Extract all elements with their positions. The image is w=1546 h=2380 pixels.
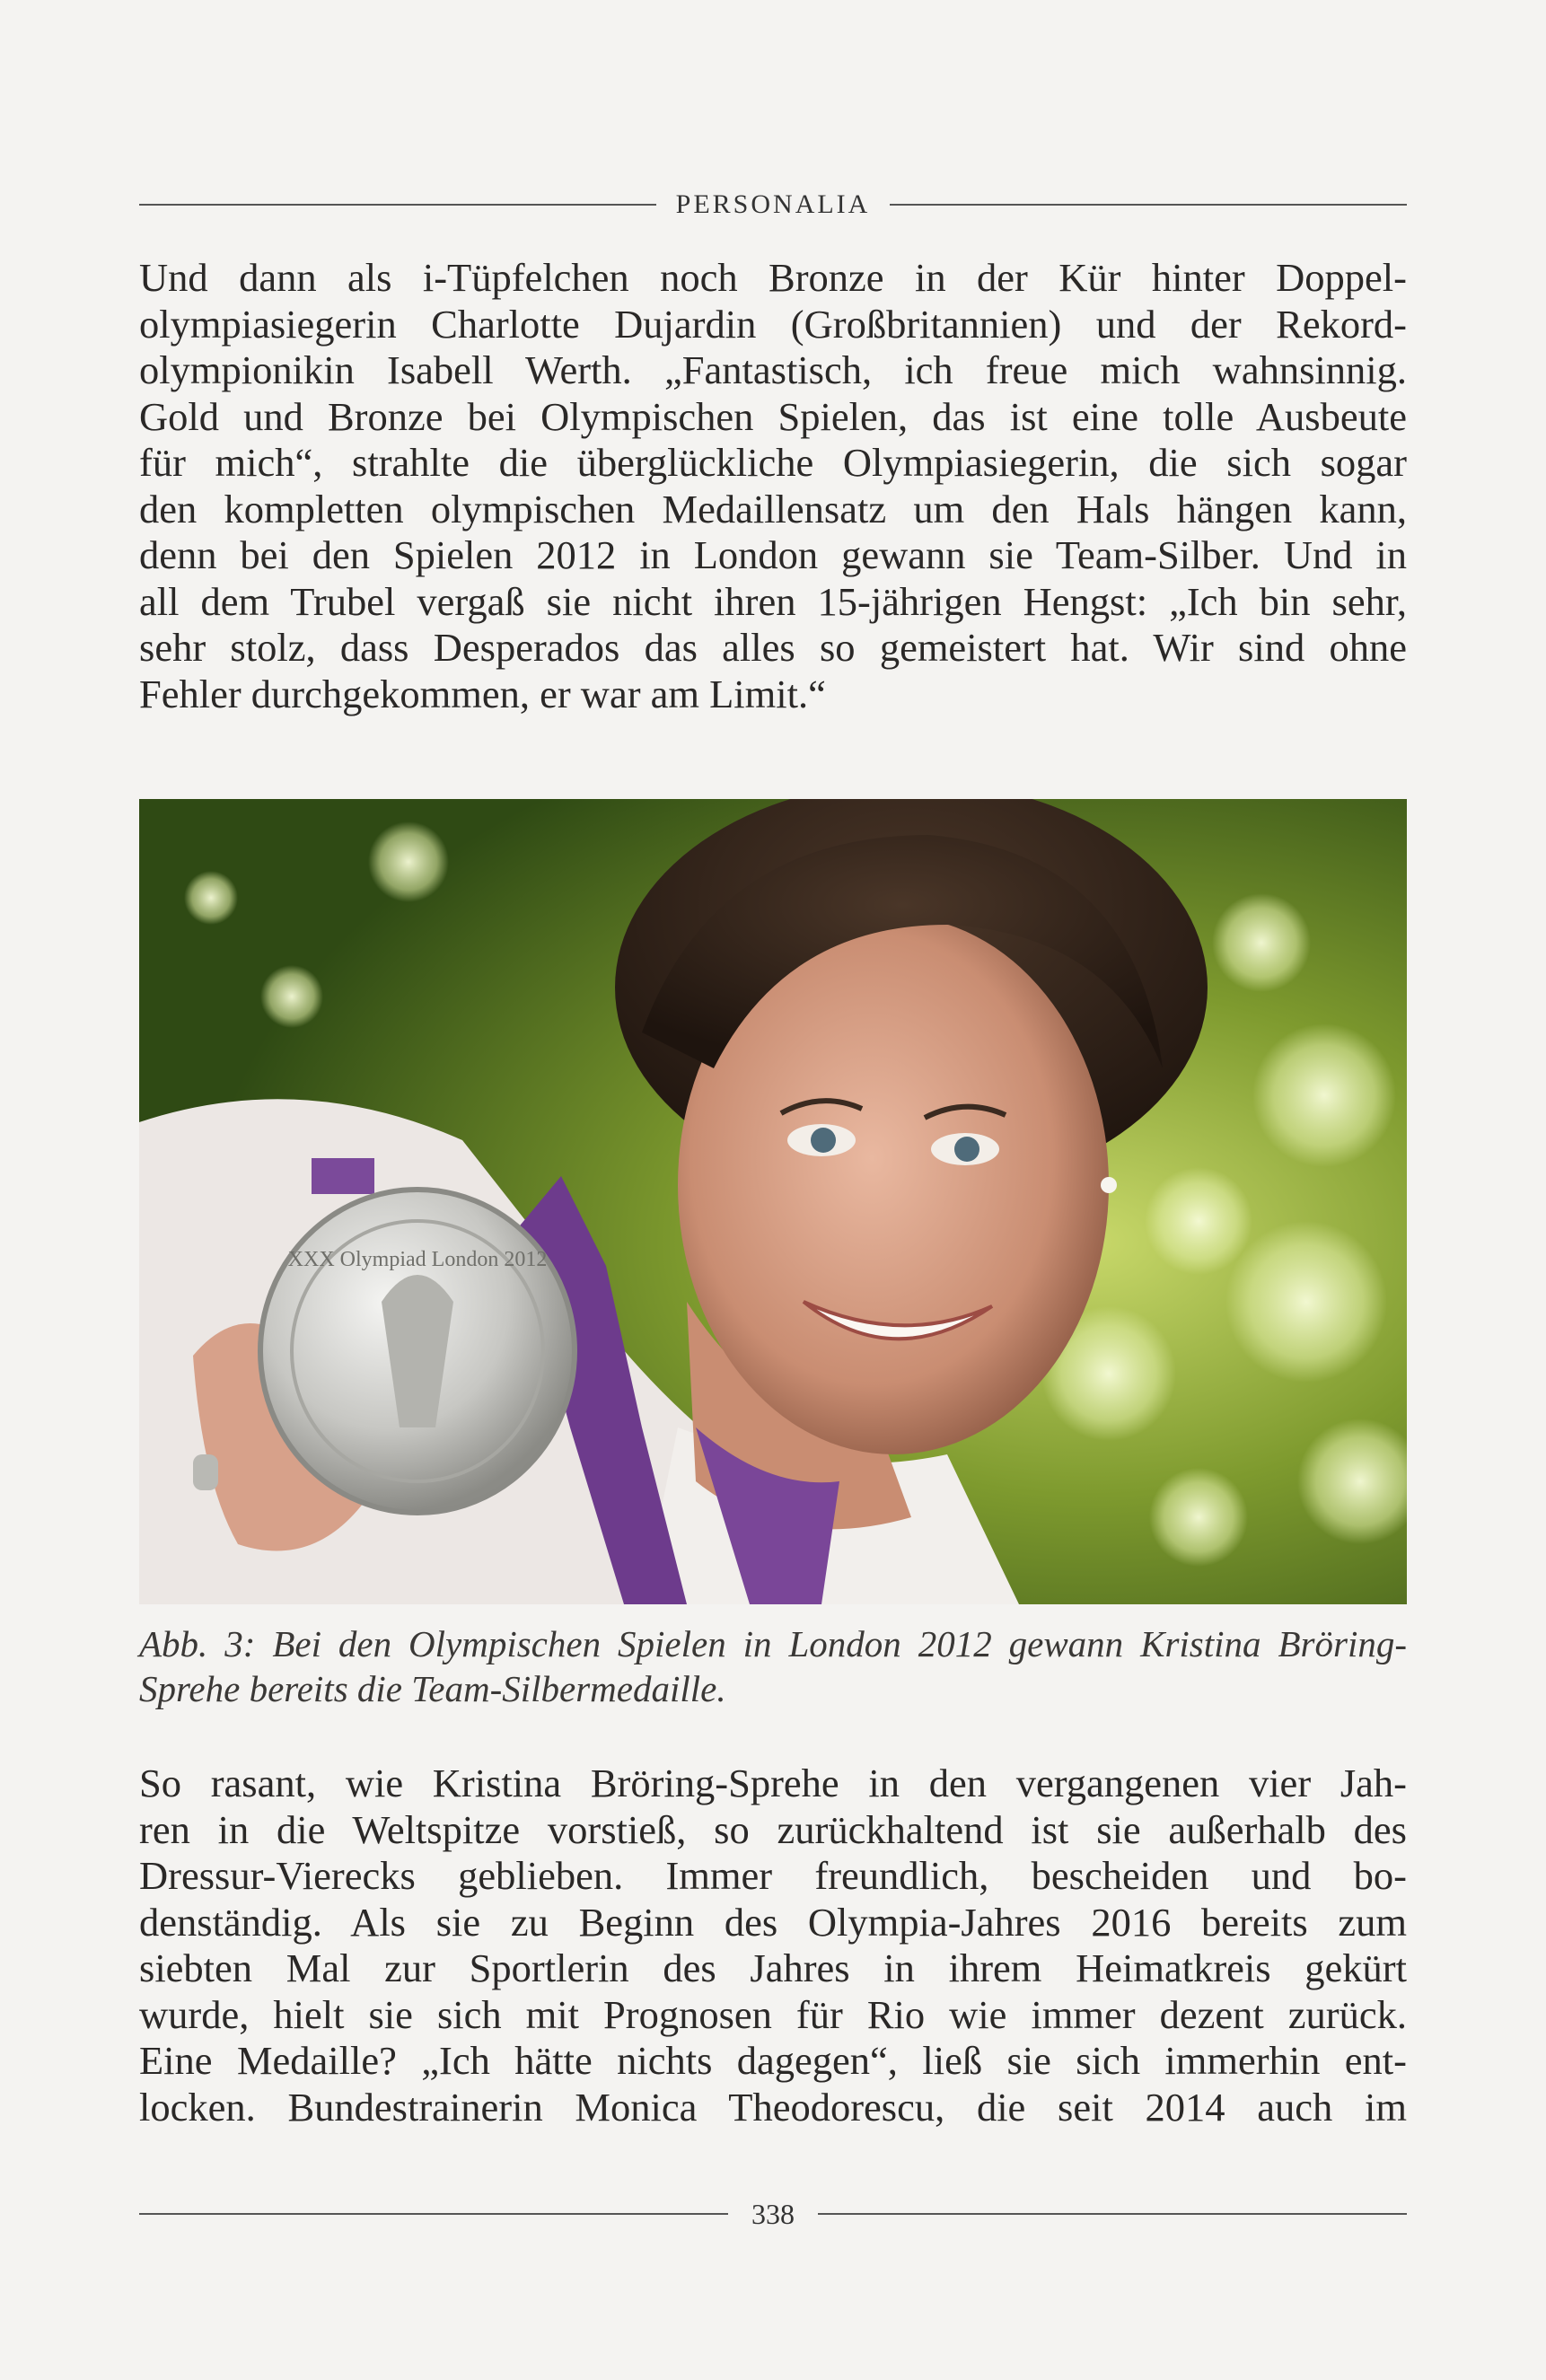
running-head-label: PERSONALIA [675,189,871,219]
paragraph-line: sehr stolz, dass Desperados das alles so gemeistert hat. Wir sind ohne [139,625,1407,670]
paragraph-1 [139,255,1407,717]
figure-photo [139,799,1407,1604]
paragraph-line: denständig. Als sie zu Beginn des Olympia-Jahres 2016 bereits zum [139,1899,1407,1945]
running-head-rule-left [139,204,656,206]
paragraph-line: olympiasiegerin Charlotte Dujardin (Großbritannien) und der Rekord- [139,301,1407,347]
page-footer [139,2196,1407,2232]
paragraph-line: So rasant, wie Kristina Bröring-Sprehe in den vergangenen vier Jah- [139,1761,1407,1805]
running-head-rule-right [890,204,1407,206]
page-number: 338 [751,2197,795,2230]
paragraph-line: wurde, hielt sie sich mit Prognosen für Rio wie immer dezent zurück. [139,1991,1407,2037]
running-head [139,187,1407,223]
paragraph-line: all dem Trubel vergaß sie nicht ihren 15-jährigen Hengst: „Ich bin sehr, [139,578,1407,624]
paragraph-line: Gold und Bronze bei Olympischen Spielen, das ist eine tolle Ausbeute [139,393,1407,439]
paragraph-line: locken. Bundestrainerin Monica Theodorescu, die seit 2014 auch im [139,2084,1407,2130]
paragraph-line: ren in die Weltspitze vorstieß, so zurückhaltend ist sie außerhalb des [139,1806,1407,1852]
photo-illustration [139,799,1407,1604]
footer-rule-left [139,2213,728,2215]
figure-caption [139,1621,1407,1711]
footer-rule-right [818,2213,1407,2215]
paragraph-line: Und dann als i-Tüpfelchen noch Bronze in der Kür hinter Doppel- [139,255,1407,300]
paragraph-2 [139,1761,1407,2130]
paragraph-line: für mich“, strahlte die überglückliche Olympiasiegerin, die sich sogar [139,440,1407,485]
paragraph-line: Eine Medaille? „Ich hätte nichts dagegen“, ließ sie sich immerhin ent- [139,2038,1407,2083]
paragraph-line: denn bei den Spielen 2012 in London gewann sie Team-Silber. Und in [139,532,1407,577]
paragraph-line: olympionikin Isabell Werth. „Fantastisch, ich freue mich wahnsinnig. [139,347,1407,392]
caption-line: Sprehe bereits die Team-Silbermedaille. [139,1668,726,1709]
caption-line: Abb. 3: Bei den Olympischen Spielen in London 2012 gewann Kristina Bröring- [139,1623,1407,1664]
paragraph-line: Dressur-Vierecks geblieben. Immer freundlich, bescheiden und bo- [139,1853,1407,1898]
paragraph-line: siebten Mal zur Sportlerin des Jahres in ihrem Heimatkreis gekürt [139,1945,1407,1990]
medal-inscription: XXX Olympiad London 2012 [287,1248,548,1271]
paragraph-line: Fehler durchgekommen, er war am Limit.“ [139,671,826,716]
paragraph-line: den kompletten olympischen Medaillensatz um den Hals hängen kann, [139,486,1407,531]
